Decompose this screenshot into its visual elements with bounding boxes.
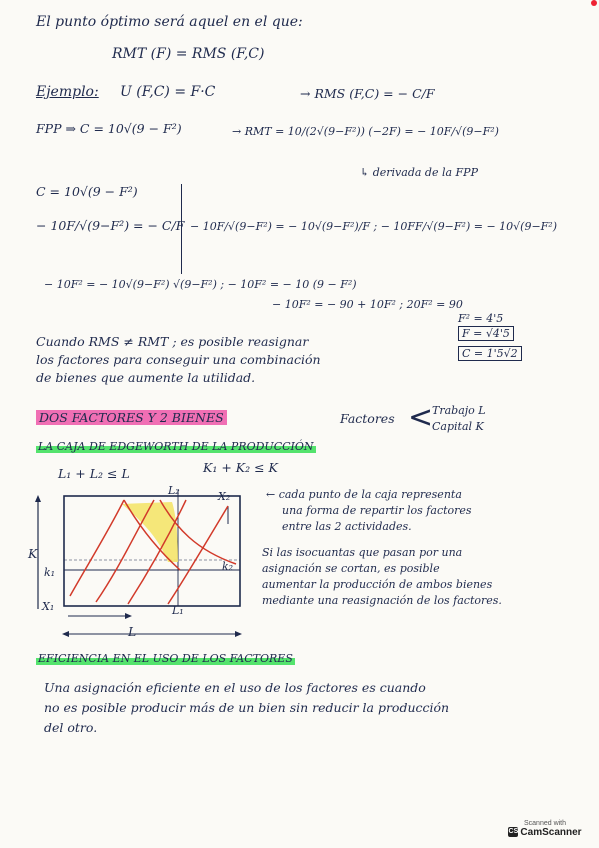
line-rmt-rms: RMT (F) = RMS (F,C) bbox=[112, 46, 265, 62]
camscanner-watermark bbox=[505, 820, 585, 838]
description-line-6: aumentar la producción de ambos bienes bbox=[262, 578, 493, 591]
camscanner-logo: CS CamScanner bbox=[508, 827, 582, 838]
box-label-k1: k₁ bbox=[44, 566, 56, 579]
constraint-capital: K₁ + K₂ ≤ K bbox=[203, 460, 278, 475]
capital-label: Capital K bbox=[432, 420, 484, 433]
rmt-expression: → RMT = 10/(2√(9−F²)) (−2F) = − 10F/√(9−F²) bbox=[232, 125, 499, 138]
trabajo-label: Trabajo L bbox=[432, 404, 486, 417]
result-f-squared: F² = 4'5 bbox=[458, 312, 504, 325]
description-line-7: mediante una reasignación de los factores. bbox=[262, 594, 502, 607]
efficiency-line-1: Una asignación eficiente en el uso de los factores es cuando bbox=[44, 680, 426, 695]
result-c: C = 1'5√2 bbox=[458, 346, 522, 361]
utility-function: U (F,C) = F·C bbox=[120, 84, 216, 100]
factores-label: Factores bbox=[340, 411, 395, 426]
efficiency-line-3: del otro. bbox=[44, 720, 98, 735]
section-heading-edgeworth: LA CAJA DE EDGEWORTH DE LA PRODUCCIÓN bbox=[38, 440, 314, 453]
l1-arrowhead bbox=[125, 613, 132, 619]
equation-4: − 10F² = − 90 + 10F² ; 20F² = 90 bbox=[272, 298, 463, 311]
section-heading-dos-factores: DOS FACTORES Y 2 BIENES bbox=[36, 410, 227, 425]
box-label-l: L bbox=[128, 624, 137, 639]
description-line-3: entre las 2 actividades. bbox=[282, 520, 412, 533]
red-marker bbox=[591, 0, 597, 6]
camscanner-icon: CS bbox=[508, 828, 519, 836]
rms-expression: → RMS (F,C) = − C/F bbox=[300, 86, 435, 101]
factores-brace: < bbox=[408, 400, 434, 435]
l-axis-arrowhead-left bbox=[62, 631, 69, 637]
efficiency-line-2: no es posible producir más de un bien sin reducir la producción bbox=[44, 700, 450, 715]
c-equation: C = 10√(9 − F²) bbox=[36, 184, 138, 199]
box-label-l2: L₂ bbox=[168, 484, 180, 497]
isoquant-x1-b bbox=[96, 500, 154, 602]
description-line-1: ← cada punto de la caja representa bbox=[266, 488, 462, 501]
box-label-k2: k₂ bbox=[222, 560, 234, 573]
box-label-x1: X₁ bbox=[42, 600, 55, 613]
paragraph-line-1: Cuando RMS ≠ RMT ; es posible reasignar bbox=[36, 334, 309, 349]
k-axis-arrowhead bbox=[35, 495, 41, 502]
paragraph-line-2: los factores para conseguir una combinación bbox=[36, 352, 321, 367]
fpp-expression: FPP ⇒ C = 10√(9 − F²) bbox=[36, 121, 182, 136]
box-label-l1: L₁ bbox=[172, 604, 184, 617]
box-label-x2: X₂ bbox=[218, 490, 231, 503]
line-optimo: El punto óptimo será aquel en el que: bbox=[36, 14, 303, 30]
description-line-2: una forma de repartir los factores bbox=[282, 504, 472, 517]
box-label-k: K bbox=[28, 546, 38, 561]
equation-1: − 10F/√(9−F²) = − C/F bbox=[36, 218, 185, 233]
section-heading-eficiencia: EFICIENCIA EN EL USO DE LOS FACTORES bbox=[38, 652, 293, 665]
example-label: Ejemplo: bbox=[36, 84, 99, 100]
l-axis-arrowhead-right bbox=[235, 631, 242, 637]
description-line-5: asignación se cortan, es posible bbox=[262, 562, 440, 575]
constraint-labor: L₁ + L₂ ≤ L bbox=[58, 466, 130, 481]
derivative-note: ↳ derivada de la FPP bbox=[360, 166, 478, 179]
description-line-4: Si las isocuantas que pasan por una bbox=[262, 546, 463, 559]
paragraph-line-3: de bienes que aumente la utilidad. bbox=[36, 370, 256, 385]
isoquant-x1-a bbox=[70, 500, 124, 596]
scanned-with-text: Scanned with bbox=[523, 820, 567, 827]
result-f: F = √4'5 bbox=[458, 326, 514, 341]
equation-2: − 10F/√(9−F²) = − 10√(9−F²)/F ; − 10FF/√(9−F²) = − 10√(9−F²) bbox=[190, 220, 558, 233]
equation-3: − 10F² = − 10√(9−F²) √(9−F²) ; − 10F² = − 10 (9 − F²) bbox=[44, 278, 357, 291]
